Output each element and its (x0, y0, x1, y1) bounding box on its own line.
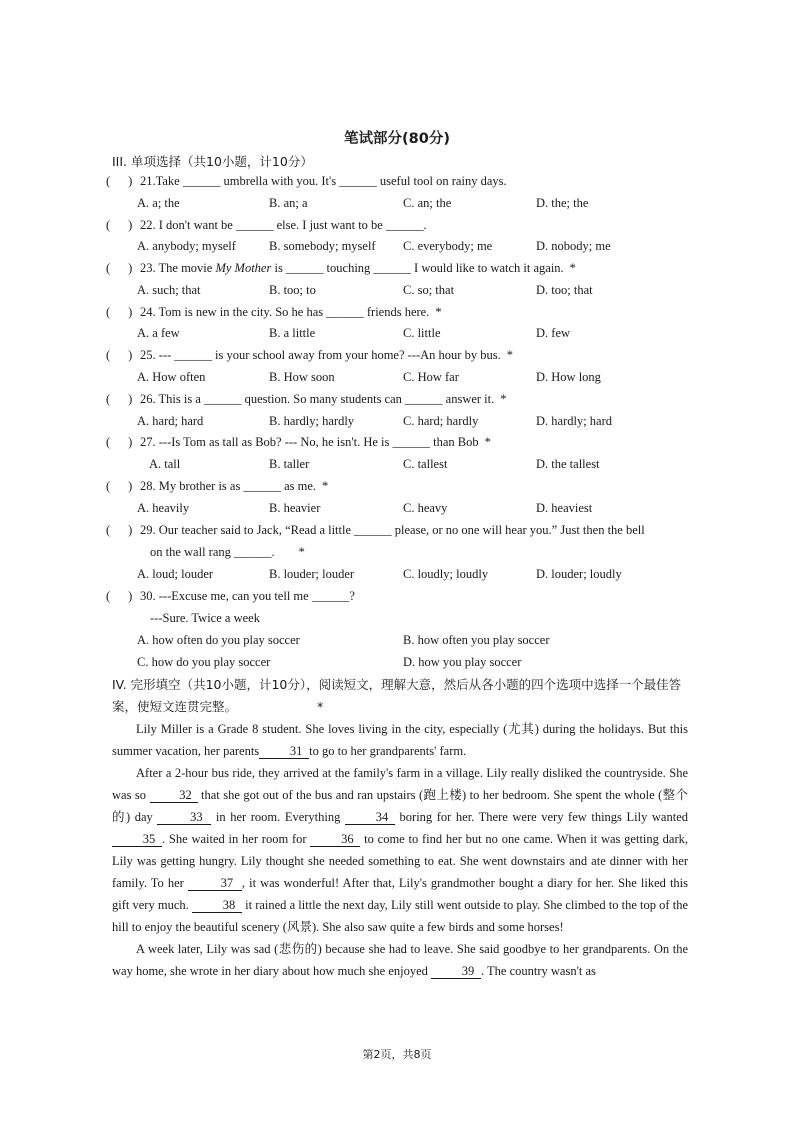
question-text-cont: is ______ touching ______ I would like to watch it again. (271, 261, 564, 275)
answer-paren[interactable]: ( ) (106, 305, 133, 319)
section-4-heading (112, 674, 692, 718)
options-24 (137, 326, 737, 344)
blank-33[interactable]: 33 (157, 810, 211, 825)
option-d[interactable]: D. How long (536, 370, 601, 384)
question-30-cont (150, 611, 260, 626)
option-d[interactable]: D. how you play soccer (403, 655, 522, 669)
paragraph-1 (112, 718, 688, 762)
option-d[interactable]: D. louder; loudly (536, 567, 622, 581)
p2-text: it rained a little the next day, Lily still went outside to play. She climbed to the top of the hill to enjoy the beautiful scenery (风景). She also saw quite a few birds and some horses! (112, 898, 689, 934)
options-30-ab (137, 633, 737, 651)
question-text: 28. My brother is as ______ as me. (140, 479, 317, 493)
paragraph-3 (112, 938, 688, 982)
option-b[interactable]: B. too; to (269, 283, 316, 297)
question-text: 24. Tom is new in the city. So he has ______ friends here. (140, 305, 430, 319)
option-a[interactable]: A. How often (137, 370, 206, 384)
option-b[interactable]: B. taller (269, 457, 310, 471)
option-a[interactable]: A. a few (137, 326, 180, 340)
blank-37[interactable]: 37 (188, 876, 242, 891)
p2-text: in her room. Everything (215, 810, 341, 824)
answer-paren[interactable]: ( ) (106, 348, 133, 362)
question-29-cont (150, 545, 305, 560)
question-28 (106, 479, 328, 494)
question-text: 26. This is a ______ question. So many students can ______ answer it. (140, 392, 495, 406)
answer-paren[interactable]: ( ) (106, 218, 133, 232)
options-22 (137, 239, 737, 257)
answer-paren[interactable]: ( ) (106, 479, 133, 493)
question-21 (106, 174, 507, 189)
option-c[interactable]: C. hard; hardly (403, 414, 479, 428)
question-24 (106, 305, 442, 320)
options-29 (137, 567, 737, 585)
options-21 (137, 196, 737, 214)
blank-38[interactable]: 38 (192, 898, 242, 913)
option-b[interactable]: B. somebody; myself (269, 239, 376, 253)
option-c[interactable]: C. how do you play soccer (137, 655, 271, 669)
page-number: 第2页，共8页 (362, 1048, 432, 1061)
option-a[interactable]: A. loud; louder (137, 567, 214, 581)
option-c[interactable]: C. loudly; loudly (403, 567, 489, 581)
option-c[interactable]: C. little (403, 326, 441, 340)
question-text: 25. --- ______ is your school away from your home? ---An hour by bus. (140, 348, 501, 362)
question-23 (106, 261, 576, 276)
question-25 (106, 348, 513, 363)
question-text: 22. I don't want be ______ else. I just want to be ______. (140, 218, 427, 232)
star-mark: * (500, 392, 507, 406)
blank-31[interactable]: 31 (259, 744, 309, 759)
option-d[interactable]: D. nobody; me (536, 239, 611, 253)
option-c[interactable]: C. How far (403, 370, 459, 384)
answer-paren[interactable]: ( ) (106, 261, 133, 275)
p2-text: boring for her. There were very few things Lily wanted (399, 810, 688, 824)
question-27 (106, 435, 491, 450)
question-26 (106, 392, 507, 407)
movie-title: My Mother (215, 261, 272, 275)
star-mark: * (435, 305, 442, 319)
blank-39[interactable]: 39 (431, 964, 481, 979)
option-a[interactable]: A. heavily (137, 501, 190, 515)
options-27 (137, 457, 737, 475)
question-22 (106, 218, 427, 233)
p2-text: to come to find her but no one came. When it was getting dark, Lily was getting hungry. Lily thought she needed something to eat. She went downstairs and ate dinner with her family. To her (112, 832, 689, 890)
option-c[interactable]: C. heavy (403, 501, 448, 515)
cloze-passage (112, 718, 688, 982)
p2-text: , it was wonderful! After that, Lily's grandmother bought a diary for her. She liked this gift very much. (112, 876, 689, 912)
blank-35[interactable]: 35 (112, 832, 162, 847)
option-c[interactable]: C. an; the (403, 196, 452, 210)
options-30-cd (137, 655, 737, 673)
answer-paren[interactable]: ( ) (106, 523, 133, 537)
question-text: 29. Our teacher said to Jack, “Read a little ______ please, or no one will hear you.” Just then the bell (140, 523, 645, 537)
p2-text: After a 2-hour bus ride, they arrived at the family's farm in a village. Lily really disliked the countryside. She was so (112, 766, 688, 802)
page-title: 笔试部分(80分) (344, 131, 450, 147)
option-a[interactable]: A. hard; hard (137, 414, 204, 428)
p3-text-end: . The country wasn't as (481, 964, 596, 978)
option-b[interactable]: B. louder; louder (269, 567, 355, 581)
answer-paren[interactable]: ( ) (106, 435, 133, 449)
star-mark: * (322, 479, 329, 493)
option-c[interactable]: C. everybody; me (403, 239, 493, 253)
option-b[interactable]: B. How soon (269, 370, 335, 384)
section-4-heading-text: IV. 完形填空（共10小题，计10分），阅读短文，理解大意，然后从各小题的四个选项中选择一个最佳答案，使短文连贯完整。 (112, 677, 682, 714)
options-26 (137, 414, 737, 432)
option-d[interactable]: D. the tallest (536, 457, 600, 471)
p3-text: A week later, Lily was sad (悲伤的) because she had to leave. She said goodbye to her grandparents. On the way home, she wrote in her diary about how much she enjoyed (112, 942, 688, 978)
option-b[interactable]: B. how often you play soccer (403, 633, 550, 647)
options-23 (137, 283, 737, 301)
star-mark: * (484, 435, 491, 449)
paragraph-2 (112, 762, 688, 938)
blank-36[interactable]: 36 (310, 832, 360, 847)
options-28 (137, 501, 737, 519)
option-c[interactable]: C. tallest (403, 457, 448, 471)
option-d[interactable]: D. too; that (536, 283, 593, 297)
p2-text: that she got out of the bus and ran upstairs (跑上楼) to her bedroom. She spent the whole (整个的) day (112, 788, 689, 824)
option-a[interactable]: A. how often do you play soccer (137, 633, 300, 647)
question-text: 30. ---Excuse me, can you tell me ______? (140, 589, 355, 603)
option-b[interactable]: B. hardly; hardly (269, 414, 355, 428)
question-text-cont: on the wall rang ______. (150, 545, 275, 559)
option-b[interactable]: B. heavier (269, 501, 321, 515)
option-a[interactable]: A. tall (149, 457, 181, 471)
question-text-cont: ---Sure. Twice a week (150, 611, 260, 625)
answer-paren[interactable]: ( ) (106, 392, 133, 406)
option-d[interactable]: D. heaviest (536, 501, 593, 515)
option-d[interactable]: D. few (536, 326, 571, 340)
star-mark: * (569, 261, 576, 275)
question-text: 21.Take ______ umbrella with you. It's ______ useful tool on rainy days. (140, 174, 507, 188)
blank-34[interactable]: 34 (345, 810, 395, 825)
option-a[interactable]: A. such; that (137, 283, 201, 297)
option-d[interactable]: D. hardly; hard (536, 414, 613, 428)
option-b[interactable]: B. an; a (269, 196, 308, 210)
option-a[interactable]: A. a; the (137, 196, 180, 210)
option-a[interactable]: A. anybody; myself (137, 239, 236, 253)
question-30 (106, 589, 355, 604)
option-d[interactable]: D. the; the (536, 196, 589, 210)
p2-text: . She waited in her room for (162, 832, 307, 846)
p1-text: Lily Miller is a Grade 8 student. She loves living in the city, especially (尤其) during the holidays. But this summer vacation, her parents (112, 722, 688, 758)
question-text: 23. The movie (140, 261, 216, 275)
option-b[interactable]: B. a little (269, 326, 316, 340)
blank-32[interactable]: 32 (150, 788, 198, 803)
options-25 (137, 370, 737, 388)
answer-paren[interactable]: ( ) (106, 174, 133, 188)
answer-paren[interactable]: ( ) (106, 589, 133, 603)
star-mark: * (298, 545, 305, 559)
star-mark: * (506, 348, 513, 362)
p1-text-end: to go to her grandparents' farm. (309, 744, 467, 758)
question-text: 27. ---Is Tom as tall as Bob? --- No, he isn't. He is ______ than Bob (140, 435, 479, 449)
option-c[interactable]: C. so; that (403, 283, 455, 297)
question-29 (106, 523, 645, 538)
star-mark: * (317, 699, 324, 714)
section-3-heading: III. 单项选择（共10小题，计10分） (112, 154, 313, 169)
